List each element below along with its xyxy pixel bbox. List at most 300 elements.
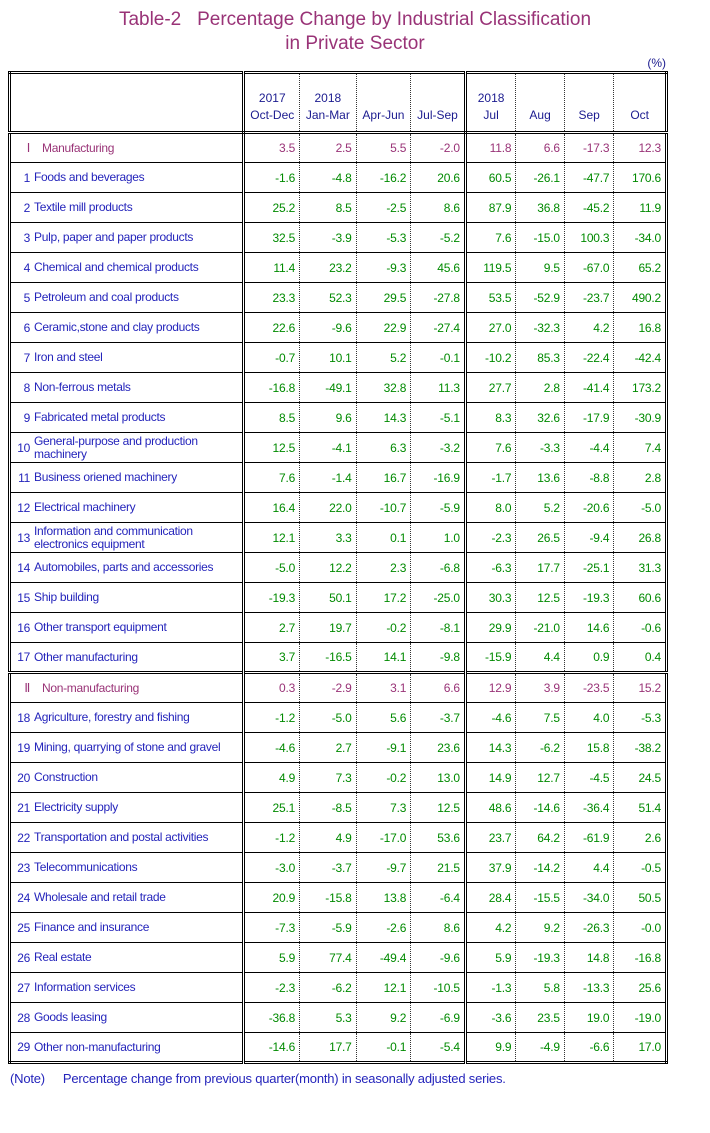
- row-number: 7: [23, 350, 30, 365]
- row-number: 29: [17, 1040, 30, 1054]
- row-label: Non-manufacturing: [42, 680, 139, 695]
- value-cell: 13.0: [411, 763, 466, 793]
- row-number: 28: [17, 1010, 30, 1025]
- value-cell: -15.5: [516, 883, 565, 913]
- value-cell: 27.0: [465, 313, 516, 343]
- col-header-year: [565, 90, 614, 107]
- value-cell: 5.2: [356, 343, 411, 373]
- table-row: [10, 613, 667, 643]
- value-cell: -23.7: [564, 283, 614, 313]
- value-cell: -4.5: [564, 763, 614, 793]
- value-cell: 0.4: [614, 643, 667, 673]
- value-cell: 173.2: [614, 373, 667, 403]
- row-number: 13: [17, 530, 30, 545]
- value-cell: -19.3: [516, 943, 565, 973]
- value-cell: -49.4: [356, 943, 411, 973]
- value-cell: -5.3: [614, 703, 667, 733]
- value-cell: 23.6: [411, 733, 466, 763]
- page-title-line1: Table-2 Percentage Change by Industrial Classification: [118, 9, 592, 30]
- col-header-period: Jul: [483, 108, 499, 122]
- row-label: Manufacturing: [42, 140, 115, 155]
- value-cell: 51.4: [614, 793, 667, 823]
- value-cell: -5.0: [244, 553, 300, 583]
- value-cell: 32.8: [356, 373, 411, 403]
- value-cell: -0.1: [356, 1033, 411, 1063]
- value-cell: 32.6: [516, 403, 565, 433]
- row-number: 24: [17, 890, 30, 905]
- header-empty-cell: [10, 73, 244, 133]
- value-cell: 14.8: [564, 943, 614, 973]
- value-cell: 14.6: [564, 613, 614, 643]
- value-cell: -6.9: [411, 1003, 466, 1033]
- value-cell: -4.9: [516, 1033, 565, 1063]
- value-cell: -16.8: [244, 373, 300, 403]
- value-cell: 7.6: [465, 223, 516, 253]
- value-cell: 26.8: [614, 523, 667, 553]
- row-label-cell: [10, 643, 244, 673]
- value-cell: 5.5: [356, 133, 411, 163]
- value-cell: -5.0: [614, 493, 667, 523]
- value-cell: 65.2: [614, 253, 667, 283]
- row-number: 23: [17, 860, 30, 875]
- value-cell: -61.9: [564, 823, 614, 853]
- value-cell: 25.6: [614, 973, 667, 1003]
- value-cell: 19.0: [564, 1003, 614, 1033]
- value-cell: 15.2: [614, 673, 667, 703]
- value-cell: 36.8: [516, 193, 565, 223]
- col-header-oct: [614, 73, 667, 133]
- note-text: Percentage change from previous quarter(month) in seasonally adjusted series.: [62, 1071, 506, 1086]
- value-cell: 53.6: [411, 823, 466, 853]
- value-cell: -49.1: [300, 373, 357, 403]
- table-row: [10, 793, 667, 823]
- row-label: Electricity supply: [34, 800, 118, 814]
- row-number: 27: [17, 980, 30, 995]
- value-cell: 2.3: [356, 553, 411, 583]
- row-label: Telecommunications: [34, 860, 138, 874]
- value-cell: 22.6: [244, 313, 300, 343]
- value-cell: -4.6: [465, 703, 516, 733]
- row-label: Information and communication electronics equipment: [34, 523, 193, 551]
- row-label-cell: [10, 163, 244, 193]
- table-row: [10, 583, 667, 613]
- table-row: [10, 253, 667, 283]
- value-cell: -4.8: [300, 163, 357, 193]
- value-cell: -4.6: [244, 733, 300, 763]
- row-label: Real estate: [34, 950, 92, 964]
- value-cell: -67.0: [564, 253, 614, 283]
- page-title-line2: in Private Sector: [285, 33, 425, 54]
- value-cell: 21.5: [411, 853, 466, 883]
- col-header-jul-sep: [411, 73, 466, 133]
- value-cell: 4.4: [516, 643, 565, 673]
- table-row: [10, 523, 667, 553]
- value-cell: 1.0: [411, 523, 466, 553]
- value-cell: 9.6: [300, 403, 357, 433]
- value-cell: 17.0: [614, 1033, 667, 1063]
- value-cell: 2.7: [300, 733, 357, 763]
- value-cell: -9.6: [411, 943, 466, 973]
- value-cell: -1.6: [244, 163, 300, 193]
- value-cell: -2.5: [356, 193, 411, 223]
- value-cell: 9.5: [516, 253, 565, 283]
- col-header-period: Oct: [630, 108, 650, 122]
- table-row: [10, 343, 667, 373]
- value-cell: -22.4: [564, 343, 614, 373]
- value-cell: -1.3: [465, 973, 516, 1003]
- value-cell: 13.8: [356, 883, 411, 913]
- value-cell: -26.3: [564, 913, 614, 943]
- value-cell: 50.5: [614, 883, 667, 913]
- table-row: [10, 313, 667, 343]
- value-cell: 8.5: [300, 193, 357, 223]
- value-cell: -14.2: [516, 853, 565, 883]
- row-label: Non-ferrous metals: [34, 380, 131, 394]
- value-cell: -20.6: [564, 493, 614, 523]
- value-cell: -3.3: [516, 433, 565, 463]
- table-row: [10, 373, 667, 403]
- row-label-cell: [10, 283, 244, 313]
- value-cell: -36.8: [244, 1003, 300, 1033]
- value-cell: -9.4: [564, 523, 614, 553]
- value-cell: 87.9: [465, 193, 516, 223]
- row-label: Textile mill products: [34, 200, 133, 214]
- row-label-cell: [10, 943, 244, 973]
- value-cell: 28.4: [465, 883, 516, 913]
- row-label-cell: [10, 313, 244, 343]
- value-cell: -8.5: [300, 793, 357, 823]
- value-cell: 5.6: [356, 703, 411, 733]
- value-cell: -5.3: [356, 223, 411, 253]
- value-cell: -5.1: [411, 403, 466, 433]
- value-cell: 8.0: [465, 493, 516, 523]
- table-row: [10, 703, 667, 733]
- value-cell: -17.0: [356, 823, 411, 853]
- col-header-jan-mar: [300, 73, 357, 133]
- value-cell: 9.2: [356, 1003, 411, 1033]
- value-cell: -5.9: [300, 913, 357, 943]
- row-number: 18: [17, 710, 30, 725]
- row-label: Ship building: [34, 590, 99, 604]
- col-header-year: 2017: [258, 91, 286, 105]
- value-cell: -4.1: [300, 433, 357, 463]
- value-cell: 60.6: [614, 583, 667, 613]
- value-cell: 12.9: [465, 673, 516, 703]
- value-cell: -6.3: [465, 553, 516, 583]
- col-header-year: [411, 90, 464, 107]
- row-label-cell: [10, 253, 244, 283]
- value-cell: -25.1: [564, 553, 614, 583]
- value-cell: -10.2: [465, 343, 516, 373]
- row-number: 16: [17, 620, 30, 635]
- value-cell: -47.7: [564, 163, 614, 193]
- row-label-cell: [10, 1003, 244, 1033]
- row-number: 26: [17, 950, 30, 965]
- value-cell: -0.7: [244, 343, 300, 373]
- value-cell: 7.3: [300, 763, 357, 793]
- value-cell: 2.8: [614, 463, 667, 493]
- col-header-year: [357, 90, 411, 107]
- value-cell: -23.5: [564, 673, 614, 703]
- col-header-period: Aug: [529, 108, 551, 122]
- value-cell: 7.5: [516, 703, 565, 733]
- col-header-jul: [465, 73, 516, 133]
- col-header-period: Sep: [578, 108, 600, 122]
- row-label: Goods leasing: [34, 1010, 107, 1024]
- value-cell: 22.9: [356, 313, 411, 343]
- row-label-cell: [10, 913, 244, 943]
- value-cell: 7.4: [614, 433, 667, 463]
- row-label-cell: [10, 673, 244, 703]
- value-cell: -3.6: [465, 1003, 516, 1033]
- value-cell: 8.6: [411, 913, 466, 943]
- value-cell: -21.0: [516, 613, 565, 643]
- row-number: Ⅱ: [24, 681, 30, 695]
- table-row: [10, 433, 667, 463]
- table-row: [10, 943, 667, 973]
- value-cell: -17.9: [564, 403, 614, 433]
- value-cell: -2.3: [465, 523, 516, 553]
- col-header-year: 2018: [477, 91, 505, 105]
- row-number: 14: [17, 560, 30, 575]
- value-cell: 17.7: [516, 553, 565, 583]
- col-header-aug: [516, 73, 565, 133]
- value-cell: 45.6: [411, 253, 466, 283]
- row-label: Agriculture, forestry and fishing: [34, 710, 190, 724]
- row-label-cell: [10, 343, 244, 373]
- value-cell: -16.8: [614, 943, 667, 973]
- value-cell: 32.5: [244, 223, 300, 253]
- header-row: [10, 73, 667, 133]
- row-number: 5: [23, 290, 30, 305]
- row-label-cell: [10, 133, 244, 163]
- value-cell: -3.2: [411, 433, 466, 463]
- table-row: [10, 163, 667, 193]
- table-row: [10, 403, 667, 433]
- value-cell: -8.8: [564, 463, 614, 493]
- value-cell: 4.9: [300, 823, 357, 853]
- row-label: Mining, quarrying of stone and gravel: [34, 740, 221, 754]
- value-cell: -15.9: [465, 643, 516, 673]
- value-cell: 2.6: [614, 823, 667, 853]
- value-cell: -19.3: [564, 583, 614, 613]
- value-cell: -3.0: [244, 853, 300, 883]
- value-cell: -9.6: [300, 313, 357, 343]
- value-cell: -0.2: [356, 613, 411, 643]
- row-number: 8: [23, 380, 30, 395]
- row-number: 9: [23, 410, 30, 425]
- table-row: [10, 853, 667, 883]
- value-cell: -15.0: [516, 223, 565, 253]
- value-cell: 0.3: [244, 673, 300, 703]
- row-label-cell: [10, 193, 244, 223]
- value-cell: -14.6: [516, 793, 565, 823]
- value-cell: 2.7: [244, 613, 300, 643]
- value-cell: -10.7: [356, 493, 411, 523]
- value-cell: 29.5: [356, 283, 411, 313]
- value-cell: 25.2: [244, 193, 300, 223]
- value-cell: -30.9: [614, 403, 667, 433]
- value-cell: -26.1: [516, 163, 565, 193]
- value-cell: -1.7: [465, 463, 516, 493]
- row-label: Fabricated metal products: [34, 410, 166, 424]
- value-cell: -19.0: [614, 1003, 667, 1033]
- value-cell: -16.9: [411, 463, 466, 493]
- row-label: Transportation and postal activities: [34, 830, 209, 844]
- value-cell: 11.8: [465, 133, 516, 163]
- value-cell: 9.2: [516, 913, 565, 943]
- value-cell: -5.0: [300, 703, 357, 733]
- row-label-cell: [10, 973, 244, 1003]
- value-cell: 14.3: [465, 733, 516, 763]
- value-cell: -0.6: [614, 613, 667, 643]
- col-header-apr-jun: [356, 73, 411, 133]
- value-cell: 30.3: [465, 583, 516, 613]
- row-label-cell: [10, 793, 244, 823]
- value-cell: -14.6: [244, 1033, 300, 1063]
- value-cell: 14.1: [356, 643, 411, 673]
- value-cell: 3.5: [244, 133, 300, 163]
- value-cell: -19.3: [244, 583, 300, 613]
- value-cell: 16.4: [244, 493, 300, 523]
- value-cell: -45.2: [564, 193, 614, 223]
- row-number: 12: [17, 500, 30, 515]
- value-cell: -2.9: [300, 673, 357, 703]
- col-header-year: [614, 90, 665, 107]
- row-label: Petroleum and coal products: [34, 290, 179, 304]
- row-label-cell: [10, 613, 244, 643]
- table-row: [10, 223, 667, 253]
- value-cell: 4.2: [564, 313, 614, 343]
- table-row: [10, 133, 667, 163]
- row-label: Information services: [34, 980, 136, 994]
- value-cell: -42.4: [614, 343, 667, 373]
- value-cell: 10.1: [300, 343, 357, 373]
- row-label: Other manufacturing: [34, 649, 138, 664]
- row-label: Construction: [34, 770, 98, 784]
- row-number: 2: [23, 200, 30, 215]
- percentage-change-table: [8, 71, 668, 1064]
- note-label: (Note): [10, 1071, 45, 1086]
- value-cell: -27.8: [411, 283, 466, 313]
- table-row: [10, 763, 667, 793]
- value-cell: 0.9: [564, 643, 614, 673]
- table-row: [10, 1033, 667, 1063]
- value-cell: 19.7: [300, 613, 357, 643]
- row-label-cell: [10, 733, 244, 763]
- value-cell: -6.2: [300, 973, 357, 1003]
- value-cell: -41.4: [564, 373, 614, 403]
- value-cell: 12.7: [516, 763, 565, 793]
- row-label: Other transport equipment: [34, 620, 167, 634]
- value-cell: 23.3: [244, 283, 300, 313]
- value-cell: 37.9: [465, 853, 516, 883]
- value-cell: -2.6: [356, 913, 411, 943]
- value-cell: 3.3: [300, 523, 357, 553]
- value-cell: 12.1: [244, 523, 300, 553]
- value-cell: 85.3: [516, 343, 565, 373]
- value-cell: 12.5: [516, 583, 565, 613]
- row-label-cell: [10, 493, 244, 523]
- col-header-oct-dec: [244, 73, 300, 133]
- value-cell: 4.2: [465, 913, 516, 943]
- value-cell: -16.2: [356, 163, 411, 193]
- table-row: [10, 463, 667, 493]
- value-cell: 12.5: [411, 793, 466, 823]
- value-cell: 8.6: [411, 193, 466, 223]
- value-cell: -52.9: [516, 283, 565, 313]
- value-cell: -36.4: [564, 793, 614, 823]
- value-cell: -2.3: [244, 973, 300, 1003]
- value-cell: -5.9: [411, 493, 466, 523]
- value-cell: 3.1: [356, 673, 411, 703]
- value-cell: -1.2: [244, 823, 300, 853]
- value-cell: 23.7: [465, 823, 516, 853]
- value-cell: 20.6: [411, 163, 466, 193]
- value-cell: 6.3: [356, 433, 411, 463]
- value-cell: 7.6: [244, 463, 300, 493]
- value-cell: -10.5: [411, 973, 466, 1003]
- row-number: 15: [17, 590, 30, 605]
- value-cell: -2.0: [411, 133, 466, 163]
- row-number: 3: [23, 230, 30, 245]
- value-cell: 17.2: [356, 583, 411, 613]
- value-cell: 64.2: [516, 823, 565, 853]
- value-cell: 22.0: [300, 493, 357, 523]
- row-label-cell: [10, 823, 244, 853]
- row-label: Iron and steel: [34, 350, 103, 364]
- value-cell: 16.7: [356, 463, 411, 493]
- value-cell: -5.2: [411, 223, 466, 253]
- value-cell: 12.2: [300, 553, 357, 583]
- value-cell: 0.1: [356, 523, 411, 553]
- row-label: Other non-manufacturing: [34, 1039, 161, 1054]
- row-label: Finance and insurance: [34, 920, 150, 934]
- value-cell: 77.4: [300, 943, 357, 973]
- value-cell: 5.8: [516, 973, 565, 1003]
- value-cell: -9.8: [411, 643, 466, 673]
- value-cell: 6.6: [411, 673, 466, 703]
- col-header-sep: [564, 73, 614, 133]
- row-label-cell: [10, 373, 244, 403]
- value-cell: 11.3: [411, 373, 466, 403]
- value-cell: -9.3: [356, 253, 411, 283]
- row-number: 10: [17, 440, 30, 455]
- value-cell: 7.3: [356, 793, 411, 823]
- value-cell: 12.3: [614, 133, 667, 163]
- value-cell: 24.5: [614, 763, 667, 793]
- table-row: [10, 493, 667, 523]
- value-cell: -6.2: [516, 733, 565, 763]
- col-header-year: 2018: [314, 91, 342, 105]
- row-label-cell: [10, 583, 244, 613]
- value-cell: 23.5: [516, 1003, 565, 1033]
- value-cell: 8.5: [244, 403, 300, 433]
- value-cell: 60.5: [465, 163, 516, 193]
- value-cell: 53.5: [465, 283, 516, 313]
- row-label: Ceramic,stone and clay products: [34, 320, 200, 334]
- value-cell: 7.6: [465, 433, 516, 463]
- unit-percent-label: (%): [647, 56, 666, 70]
- value-cell: -27.4: [411, 313, 466, 343]
- row-label-cell: [10, 433, 244, 463]
- value-cell: 5.9: [465, 943, 516, 973]
- value-cell: -32.3: [516, 313, 565, 343]
- value-cell: -34.0: [614, 223, 667, 253]
- row-label: Wholesale and retail trade: [34, 890, 166, 904]
- row-label-cell: [10, 223, 244, 253]
- row-number: 6: [23, 320, 30, 335]
